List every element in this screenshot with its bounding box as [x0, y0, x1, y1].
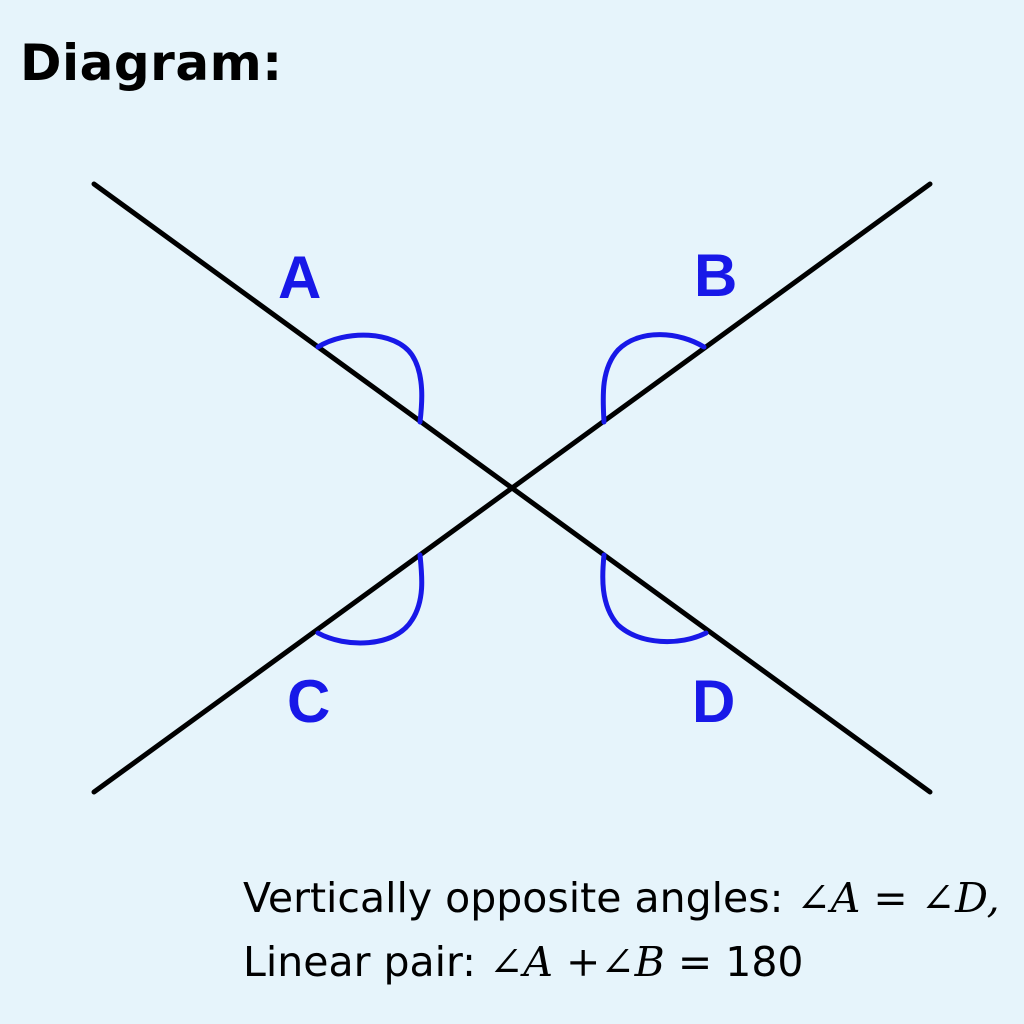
note-linear-pair-text: Linear pair:: [243, 938, 489, 986]
page-title: Diagram:: [20, 34, 283, 92]
angle-label-c: C: [287, 668, 331, 735]
note-linear-pair-value: = 180: [664, 938, 804, 986]
angle-label-b: B: [694, 242, 738, 309]
note-vertically-opposite-math: ∠A = ∠D,: [796, 874, 1000, 922]
angle-notes: [243, 866, 1000, 994]
note-vertically-opposite-text: Vertically opposite angles:: [243, 874, 797, 922]
note-linear-pair-math: ∠A +∠B: [488, 938, 665, 986]
note-linear-pair: [243, 930, 1000, 994]
angle-label-a: A: [278, 244, 322, 311]
angle-arc-c: [318, 555, 422, 643]
angle-label-d: D: [692, 668, 736, 735]
note-vertically-opposite: [243, 866, 1000, 930]
